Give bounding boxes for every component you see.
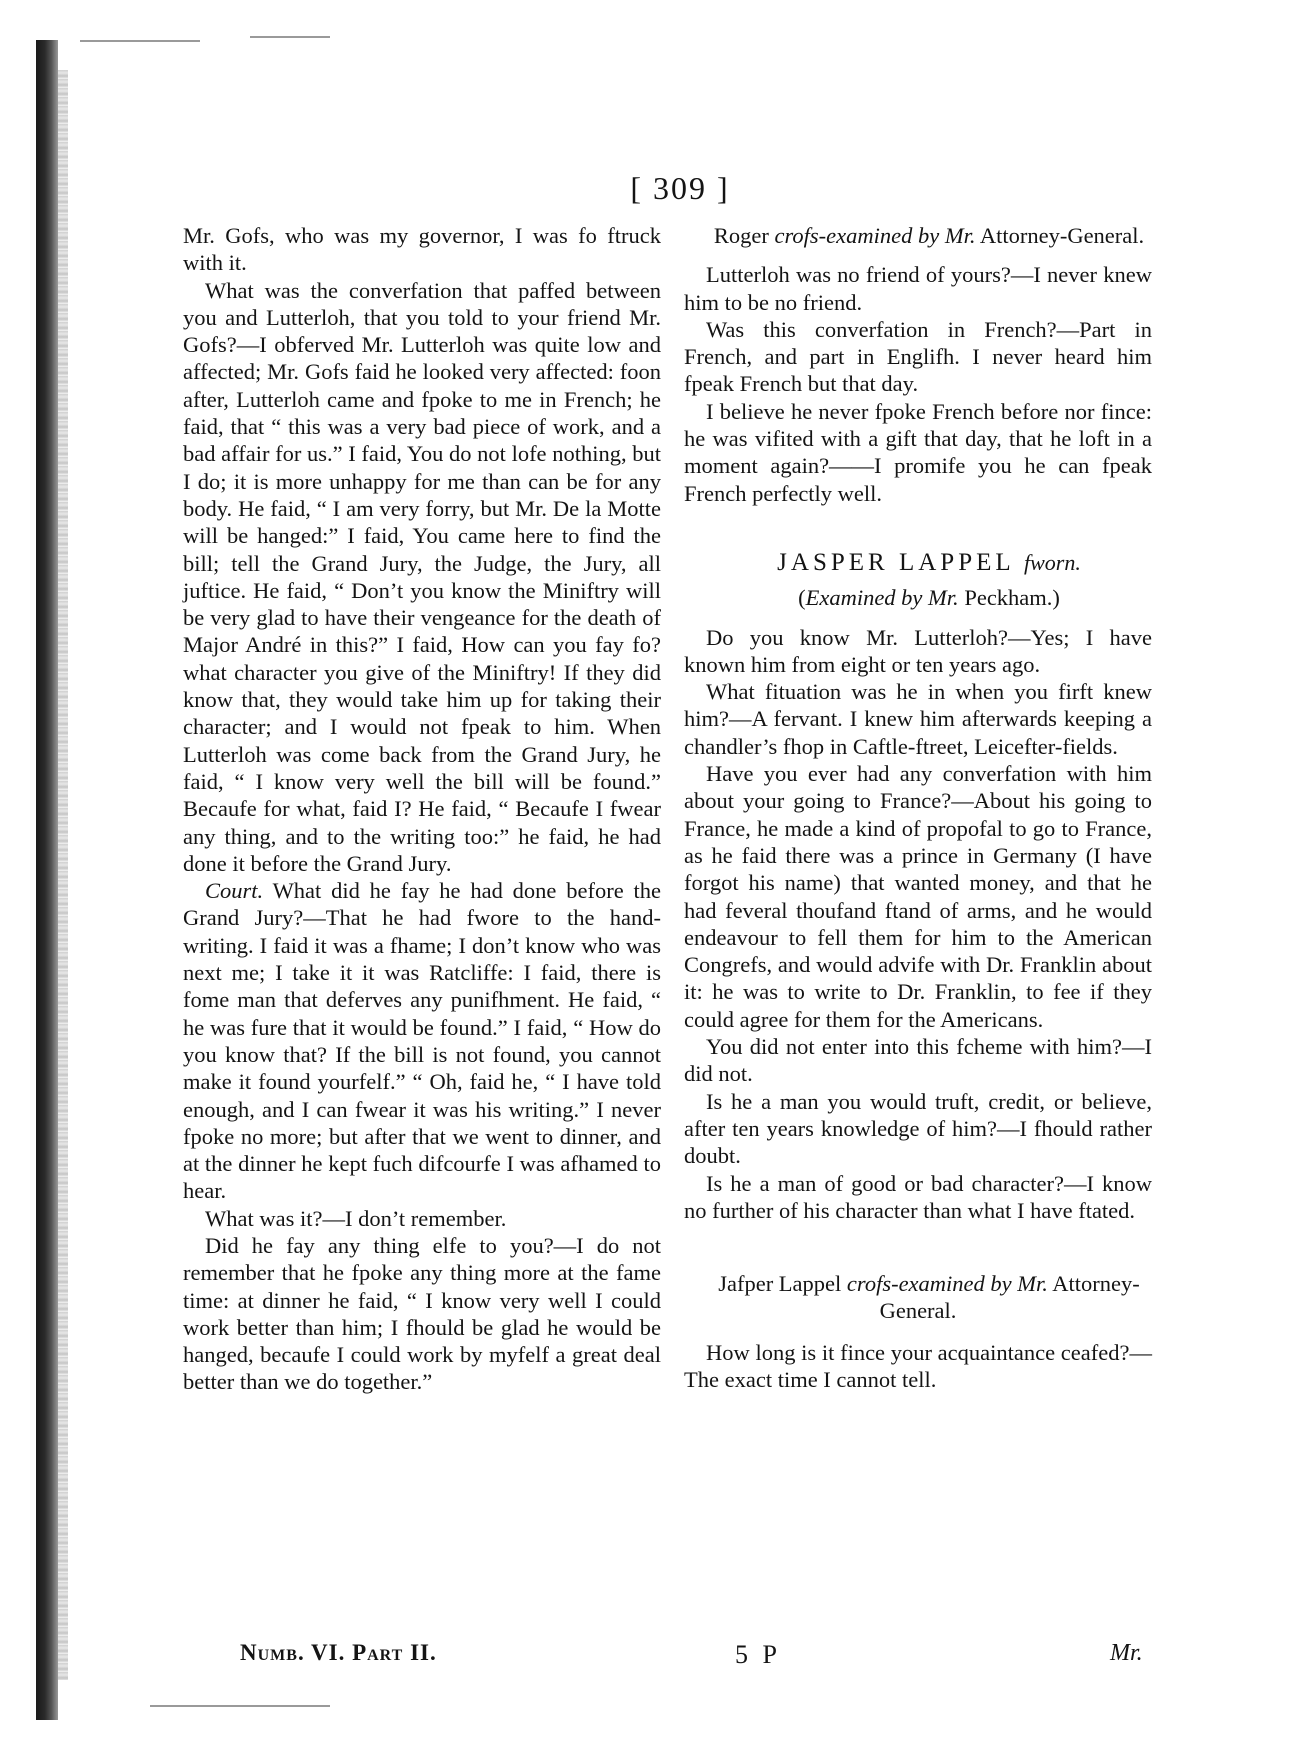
paragraph: Do you know Mr. Lutterloh?—Yes; I have known him from eight or ten years ago. — [684, 624, 1152, 677]
paragraph: Mr. Gofs, who was my governor, I was fo ftruck with it. — [183, 223, 661, 276]
paragraph: What was the converfation that paffed between you and Lutterloh, that you told to your friend Mr. Gofs?—I obferved Mr. Lutterloh was quite low and affected; Mr. Gofs faid he looked very affected: foon after, Lutterloh came and fpoke to me in French; he faid, that “ this was a very bad piece of work, and a bad affair for us.” I faid, You do not lofe nothing, but I do; it is more unhappy for me than can be for any body. He faid, “ I am very forry, but Mr. De la Motte will be hanged:” I faid, You came here to find the bill; tell the Grand Jury, the Judge, the Jury, all juftice. He faid, “ Don’t you know the Miniftry will be very glad to have their vengeance for the death of Major André in this?” I faid, How can you fay fo? what character you give of the Miniftry! If they did know that, they would take him up for taking their character; and I would not fpeak to him. When Lutterloh was come back from the Grand Jury, he faid, “ I know very well the bill will be found.” Becaufe for what, faid I? He faid, “ Becaufe I fwear any thing, and to the writing too:” he faid, he had done it before the Grand Jury. — [183, 277, 661, 876]
scan-noise — [150, 1705, 330, 1707]
section-heading-lappel-sworn: JASPER LAPPEL fworn. — [777, 548, 1081, 576]
paragraph: Lutterloh was no friend of yours?—I never knew him to be no friend. — [684, 262, 1152, 315]
signature-line: Numb. VI. Part II. — [240, 1640, 437, 1665]
page-number: [ 309 ] — [630, 170, 730, 206]
paragraph: I believe he never fpoke French before nor fince: he was vifited with a gift that day, that he loft in a moment again?——I promife you he can fpeak French perfectly well. — [684, 398, 1152, 506]
paragraph: What was it?—I don’t remember. — [205, 1205, 507, 1231]
paragraph: Is he a man of good or bad character?—I know no further of his character than what I have ftated. — [684, 1170, 1152, 1223]
scan-noise — [80, 40, 200, 42]
section-heading-lappel-cross: Jafper Lappel crofs-examined by Mr. Attorney-General. — [718, 1271, 1140, 1324]
catchword: Mr. — [1110, 1640, 1143, 1666]
paragraph — [183, 877, 661, 1205]
paragraph: You did not enter into this fcheme with him?—I did not. — [684, 1034, 1152, 1087]
section-subheading-examined: (Examined by Mr. Peckham.) — [798, 585, 1060, 611]
scan-noise — [250, 36, 330, 38]
book-spine-shadow — [36, 40, 58, 1720]
signature-mark: 5 P — [735, 1640, 781, 1669]
paragraph: What fituation was he in when you firft knew him?—A fervant. I knew him afterwards keeping a chandler’s fhop in Caftle-ftreet, Leicefter-fields. — [684, 679, 1152, 759]
paragraph-text: What did he fay he had done before the Grand Jury?—That he had fwore to the hand-writing. I faid it was a fhame; I don’t know who was next me; I take it it was Ratcliffe: I faid, there is fome man that deferves any punifhment. He faid, “ he was fure that it would be found.” I faid, “ How do you know that? If the bill is not found, you cannot make it found yourfelf.” “ Oh, faid he, “ I have told enough, and I can fwear it was his writing.” I never fpoke no more; but after that we went to dinner, and at the dinner he kept fuch difcourfe I was afhamed to hear. — [183, 878, 661, 1204]
paragraph: How long is it fince your acquaintance ceafed?—The exact time I cannot tell. — [684, 1339, 1152, 1392]
section-heading-roger-cross: Roger crofs-examined by Mr. Attorney-General. — [713, 223, 1145, 248]
court-label: Court. — [205, 878, 264, 904]
paragraph: Did he fay any thing elfe to you?—I do not remember that he fpoke any thing more at the fame time: at dinner he faid, “ I know very well I could work better than him; I fhould be glad he would be hanged, becaufe I could work by myfelf a great deal better than we do together.” — [183, 1232, 661, 1395]
paragraph: Was this converfation in French?—Part in French, and part in Englifh. I never heard him fpeak French but that day. — [684, 316, 1152, 397]
right-column — [684, 222, 1152, 1393]
paragraph: Is he a man you would truft, credit, or believe, after ten years knowledge of him?—I fhould rather doubt. — [684, 1088, 1152, 1169]
paragraph: Have you ever had any converfation with him about your going to France?—About his going to France, he made a kind of propofal to go to France, as he faid there was a prince in Germany (I have forgot his name) that wanted money, and that he had feveral thoufand ftand of arms, and he would endeavour to fell them for him to the American Congrefs, and would advife with Dr. Franklin about it: he was to write to Dr. Franklin, to fee if they could agree for them for the Americans. — [684, 761, 1152, 1032]
page-gutter-edge — [58, 70, 68, 1680]
left-column — [183, 222, 661, 1396]
